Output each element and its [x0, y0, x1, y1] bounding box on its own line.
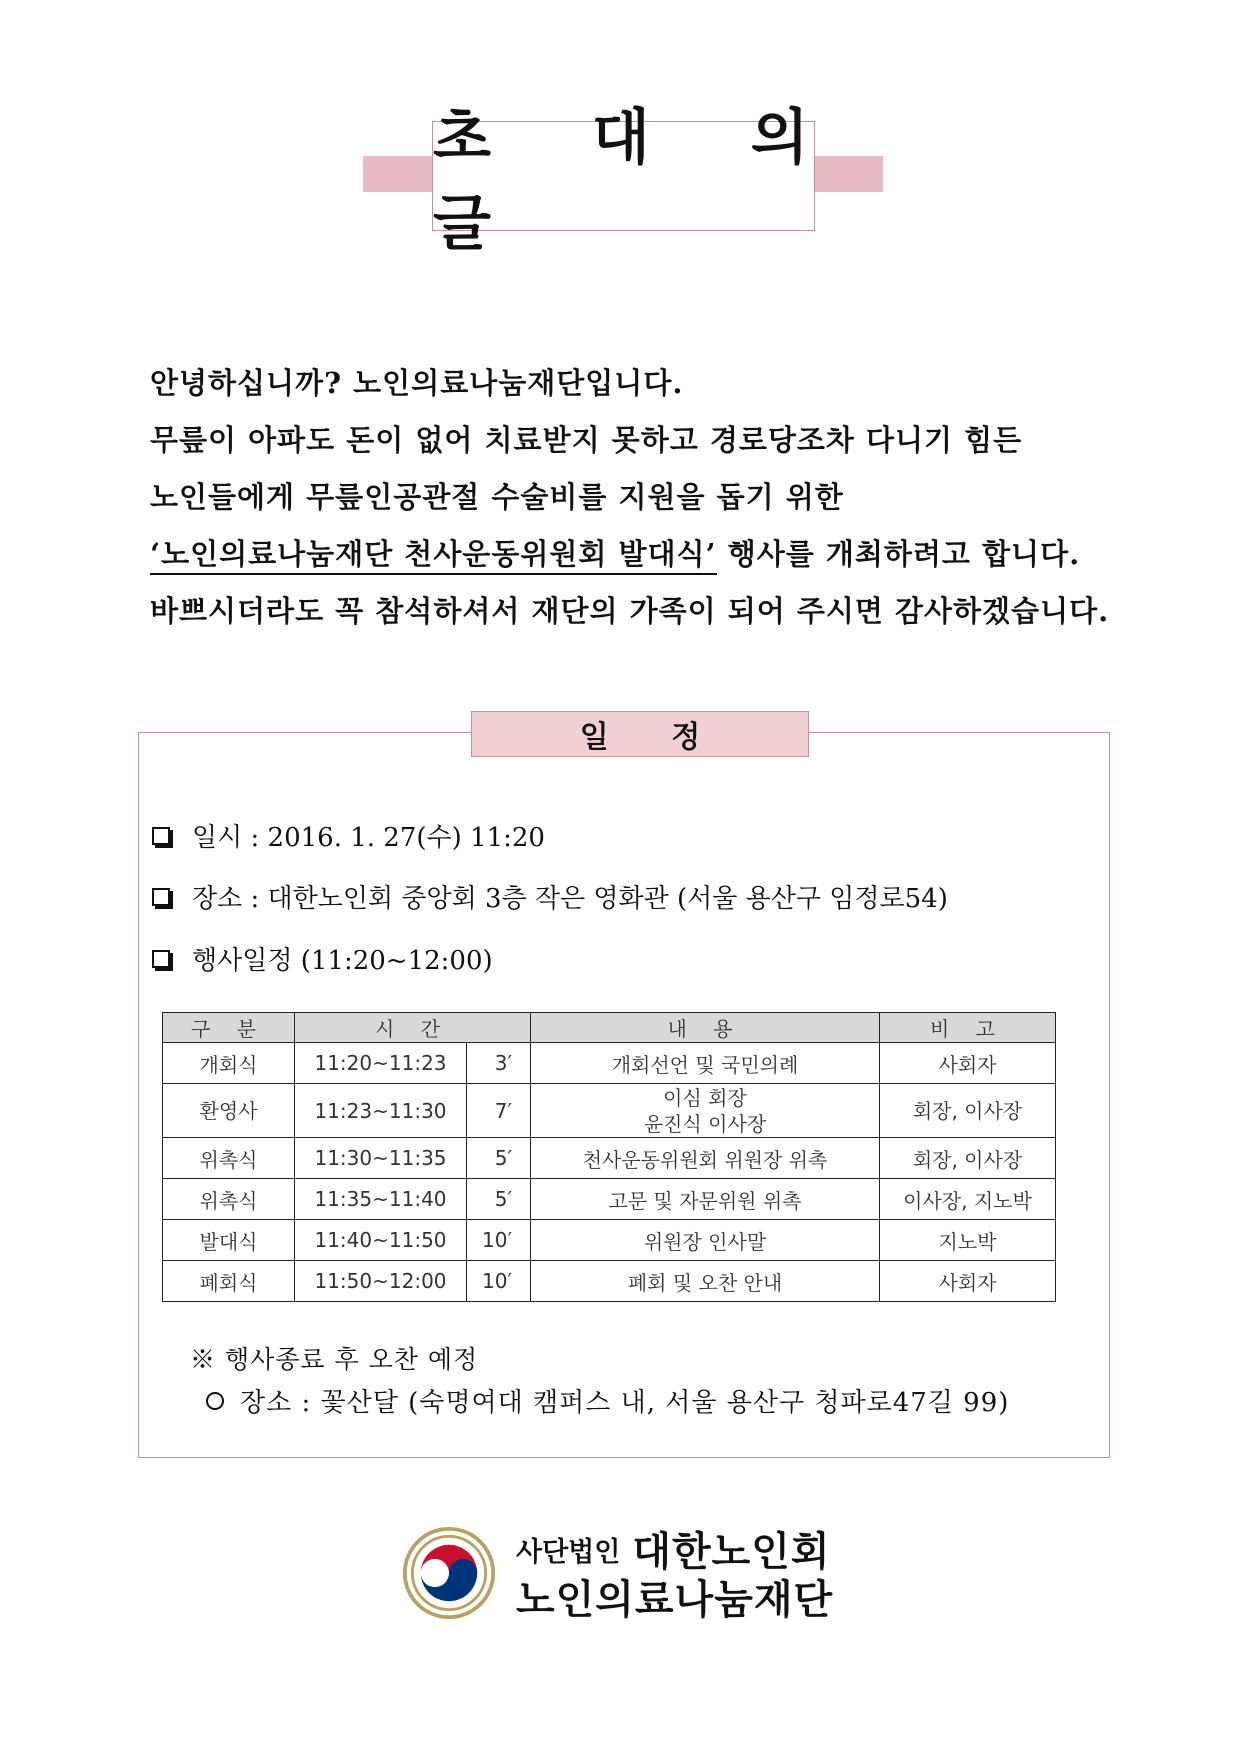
- cell-content-line-1: 이심 회장: [663, 1085, 747, 1110]
- table-row: [163, 1220, 1056, 1261]
- place-item: [152, 878, 948, 915]
- cell-category: 개회식: [163, 1043, 295, 1084]
- cell-content: 위원장 인사말: [531, 1220, 880, 1261]
- header-category: 구 분: [163, 1013, 295, 1043]
- organization-name: [516, 1520, 833, 1625]
- intro-line-1: 안녕하십니까? 노인의료나눔재단입니다.: [150, 366, 684, 400]
- cell-duration: 5′: [467, 1138, 531, 1179]
- cell-note: 지노박: [880, 1220, 1056, 1261]
- cell-note: 이사장, 지노박: [880, 1179, 1056, 1220]
- cell-content-line-2: 윤진식 이사장: [643, 1111, 767, 1136]
- intro-line-2: 무릎이 아파도 돈이 없어 치료받지 못하고 경로당조차 다니기 힘든: [150, 423, 1023, 457]
- intro-line-4-rest: 행사를 개최하려고 합니다.: [716, 537, 1081, 571]
- cell-note: 회장, 이사장: [880, 1138, 1056, 1179]
- cell-time: 11:40~11:50: [295, 1220, 467, 1261]
- cell-content: 폐회 및 오찬 안내: [531, 1261, 880, 1302]
- schedule-heading: [471, 711, 809, 757]
- program-item: [152, 940, 493, 977]
- cell-note: 사회자: [880, 1043, 1056, 1084]
- intro-line-3: 노인들에게 무릎인공관절 수술비를 지원을 돕기 위한: [150, 480, 844, 514]
- schedule-heading-text: 일 정: [579, 720, 727, 755]
- program-text: 행사일정 (11:20~12:00): [192, 946, 493, 976]
- taegeuk-logo-icon: [402, 1526, 496, 1620]
- header-content: 내 용: [531, 1013, 880, 1043]
- square-bullet-icon: [152, 888, 170, 906]
- org-name: 대한노인회: [632, 1529, 831, 1575]
- cell-time: 11:23~11:30: [295, 1084, 467, 1138]
- cell-time: 11:35~11:40: [295, 1179, 467, 1220]
- table-row: [163, 1179, 1056, 1220]
- table-row: [163, 1043, 1056, 1084]
- square-bullet-icon: [152, 950, 170, 968]
- place-text: 장소 : 대한노인회 중앙회 3층 작은 영화관 (서울 용산구 임정로54): [192, 884, 948, 914]
- cell-category: 위촉식: [163, 1179, 295, 1220]
- cell-content: 고문 및 자문위원 위촉: [531, 1179, 880, 1220]
- datetime-text: 일시 : 2016. 1. 27(수) 11:20: [192, 823, 545, 853]
- cell-content: 천사운동위원회 위원장 위촉: [531, 1138, 880, 1179]
- lunch-place-text: 장소 : 꽃산달 (숙명여대 캠퍼스 내, 서울 용산구 청파로47길 99): [240, 1388, 1010, 1418]
- cell-category: 폐회식: [163, 1261, 295, 1302]
- cell-category: 발대식: [163, 1220, 295, 1261]
- title-box: [432, 103, 849, 259]
- intro-paragraph: [150, 355, 1150, 640]
- header-note: 비 고: [880, 1013, 1056, 1043]
- cell-duration: 10′: [467, 1261, 531, 1302]
- cell-content: 개회선언 및 국민의례: [531, 1043, 880, 1084]
- foundation-name: 노인의료나눔재단: [516, 1577, 834, 1623]
- cell-note: 회장, 이사장: [880, 1084, 1056, 1138]
- event-name: ‘노인의료나눔재단 천사운동위원회 발대식’: [150, 537, 717, 575]
- lunch-note: ※ 행사종료 후 오찬 예정: [190, 1345, 479, 1374]
- cell-duration: 5′: [467, 1179, 531, 1220]
- table-header-row: [163, 1013, 1056, 1043]
- table-row: [163, 1138, 1056, 1179]
- intro-line-4: [150, 526, 1150, 583]
- cell-time: 11:30~11:35: [295, 1138, 467, 1179]
- cell-note: 사회자: [880, 1261, 1056, 1302]
- circle-bullet-icon: [206, 1392, 224, 1410]
- org-prefix: 사단법인: [516, 1537, 621, 1568]
- cell-content: [531, 1084, 880, 1138]
- cell-duration: 10′: [467, 1220, 531, 1261]
- cell-category: 위촉식: [163, 1138, 295, 1179]
- cell-duration: 3′: [467, 1043, 531, 1084]
- page-title: 초 대 의 글: [433, 103, 849, 259]
- schedule-table: [162, 1012, 1056, 1302]
- cell-time: 11:20~11:23: [295, 1043, 467, 1084]
- cell-category: 환영사: [163, 1084, 295, 1138]
- lunch-place-item: [206, 1382, 1009, 1419]
- datetime-item: [152, 817, 545, 854]
- cell-duration: 7′: [467, 1084, 531, 1138]
- table-row: [163, 1084, 1056, 1138]
- table-row: [163, 1261, 1056, 1302]
- intro-line-5: 바쁘시더라도 꼭 참석하셔서 재단의 가족이 되어 주시면 감사하겠습니다.: [150, 594, 1110, 628]
- square-bullet-icon: [152, 827, 170, 845]
- header-time: 시 간: [295, 1013, 531, 1043]
- cell-time: 11:50~12:00: [295, 1261, 467, 1302]
